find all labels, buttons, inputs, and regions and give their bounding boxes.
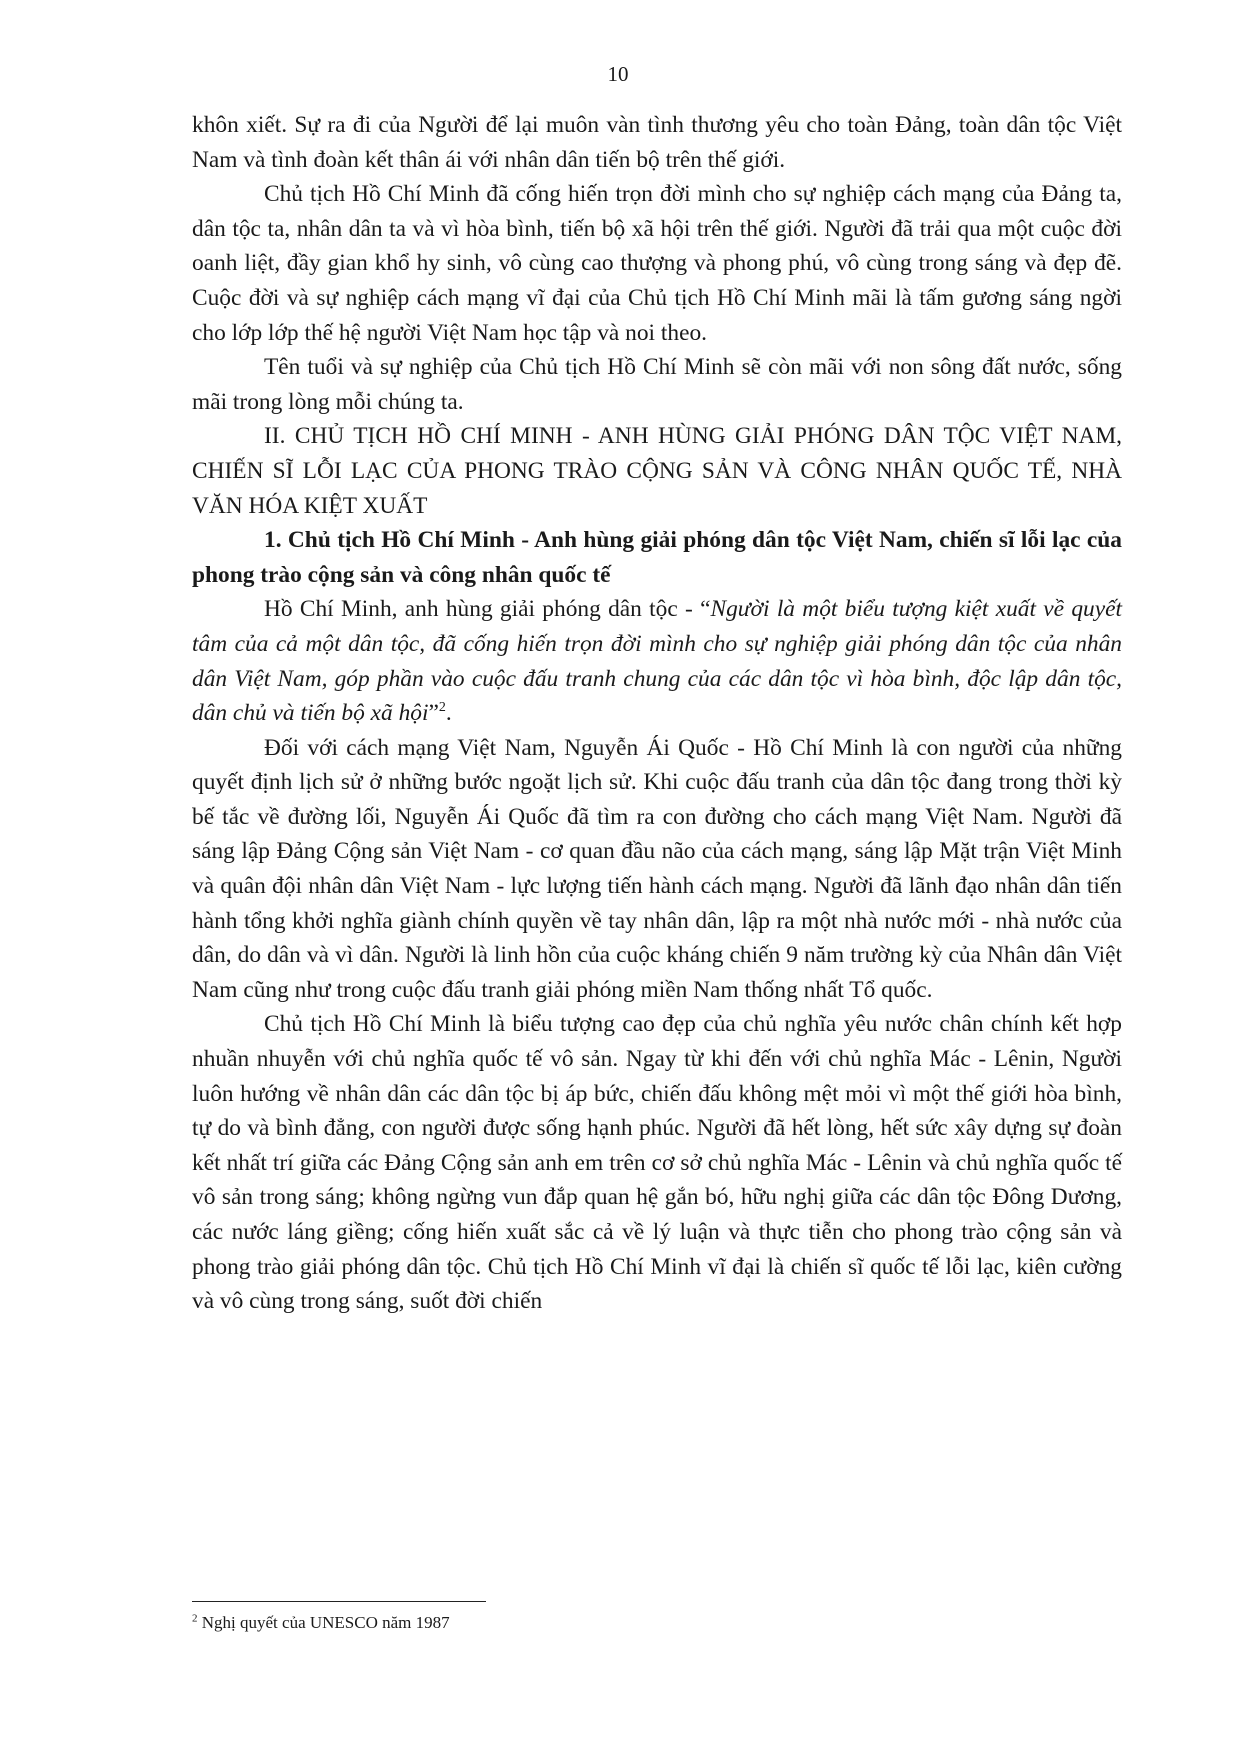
footnote-text: Nghị quyết của UNESCO năm 1987 [197,1613,450,1632]
quote-close: ” [428,700,439,727]
quote-end: . [445,700,452,727]
paragraph-continuation: khôn xiết. Sự ra đi của Người để lại muôn vàn tình thương yêu cho toàn Đảng, toàn dân tộc Việt Nam và tình đoàn kết thân ái với nhân dân tiến bộ trên thế giới. [192,112,1122,173]
body-text [192,108,1122,1319]
footnote [192,1612,1092,1634]
quote-text: Người là một biểu tượng kiệt xuất về quyết tâm của cả một dân tộc, đã cống hiến trọn đời mình cho sự nghiệp giải phóng dân tộc của nhân dân Việt Nam, góp phần vào cuộc đấu tranh chung của các dân tộc vì hòa bình, độc lập dân tộc, dân chủ và tiến bộ xã hội [192,596,1122,727]
paragraph-revolution: Đối với cách mạng Việt Nam, Nguyễn Ái Quốc - Hồ Chí Minh là con người của những quyết định lịch sử ở những bước ngoặt lịch sử. Khi cuộc đấu tranh của dân tộc đang trong thời kỳ bế tắc về đường lối, Nguyễn Ái Quốc đã tìm ra con đường cho cách mạng Việt Nam. Người đã sáng lập Đảng Cộng sản Việt Nam - cơ quan đầu não của cách mạng, sáng lập Mặt trận Việt Minh và quân đội nhân dân Việt Nam - lực lượng tiến hành cách mạng. Người đã lãnh đạo nhân dân tiến hành tổng khởi nghĩa giành chính quyền về tay nhân dân, lập ra một nhà nước mới - nhà nước của dân, do dân và vì dân. Người là linh hồn của cuộc kháng chiến 9 năm trường kỳ của Nhân dân Việt Nam cũng như trong cuộc đấu tranh giải phóng miền Nam thống nhất Tổ quốc. [192,734,1122,1003]
footnote-divider [192,1601,486,1602]
paragraph-internationalism: Chủ tịch Hồ Chí Minh là biểu tượng cao đẹp của chủ nghĩa yêu nước chân chính kết hợp nhuần nhuyễn với chủ nghĩa quốc tế vô sản. Ngay từ khi đến với chủ nghĩa Mác - Lênin, Người luôn hướng về nhân dân các dân tộc bị áp bức, chiến đấu không mệt mỏi vì một thế giới hòa bình, tự do và bình đẳng, con người được sống hạnh phúc. Người đã hết lòng, hết sức xây dựng sự đoàn kết nhất trí giữa các Đảng Cộng sản anh em trên cơ sở chủ nghĩa Mác - Lênin và chủ nghĩa quốc tế vô sản trong sáng; không ngừng vun đắp quan hệ gắn bó, hữu nghị giữa các dân tộc Đông Dương, các nước láng giềng; cống hiến xuất sắc cả về lý luận và thực tiễn cho phong trào cộng sản và phong trào giải phóng dân tộc. Chủ tịch Hồ Chí Minh vĩ đại là chiến sĩ quốc tế lỗi lạc, kiên cường và vô cùng trong sáng, suốt đời chiến [192,1011,1122,1315]
subsection-heading: 1. Chủ tịch Hồ Chí Minh - Anh hùng giải phóng dân tộc Việt Nam, chiến sĩ lỗi lạc của phong trào cộng sản và công nhân quốc tế [192,527,1122,588]
quote-lead: Hồ Chí Minh, anh hùng giải phóng dân tộc - “ [264,596,711,623]
paragraph-unesco-quote [192,592,1122,730]
paragraph-legacy: Tên tuổi và sự nghiệp của Chủ tịch Hồ Chí Minh sẽ còn mãi với non sông đất nước, sống mãi trong lòng mỗi chúng ta. [192,354,1122,415]
footnote-reference[interactable]: 2 [438,700,446,716]
paragraph-dedication: Chủ tịch Hồ Chí Minh đã cống hiến trọn đời mình cho sự nghiệp cách mạng của Đảng ta, dân tộc ta, nhân dân ta và vì hòa bình, tiến bộ xã hội trên thế giới. Người đã trải qua một cuộc đời oanh liệt, đầy gian khổ hy sinh, vô cùng cao thượng và phong phú, vô cùng trong sáng và đẹp đẽ. Cuộc đời và sự nghiệp cách mạng vĩ đại của Chủ tịch Hồ Chí Minh mãi là tấm gương sáng ngời cho lớp lớp thế hệ người Việt Nam học tập và noi theo. [192,181,1122,346]
footnote-mark: 2 [192,1612,198,1625]
page-number: 10 [607,62,629,86]
section-heading: II. CHỦ TỊCH HỒ CHÍ MINH - ANH HÙNG GIẢI PHÓNG DÂN TỘC VIỆT NAM, CHIẾN SĨ LỖI LẠC CỦA PHONG TRÀO CỘNG SẢN VÀ CÔNG NHÂN QUỐC TẾ, NHÀ VĂN HÓA KIỆT XUẤT [192,423,1122,519]
